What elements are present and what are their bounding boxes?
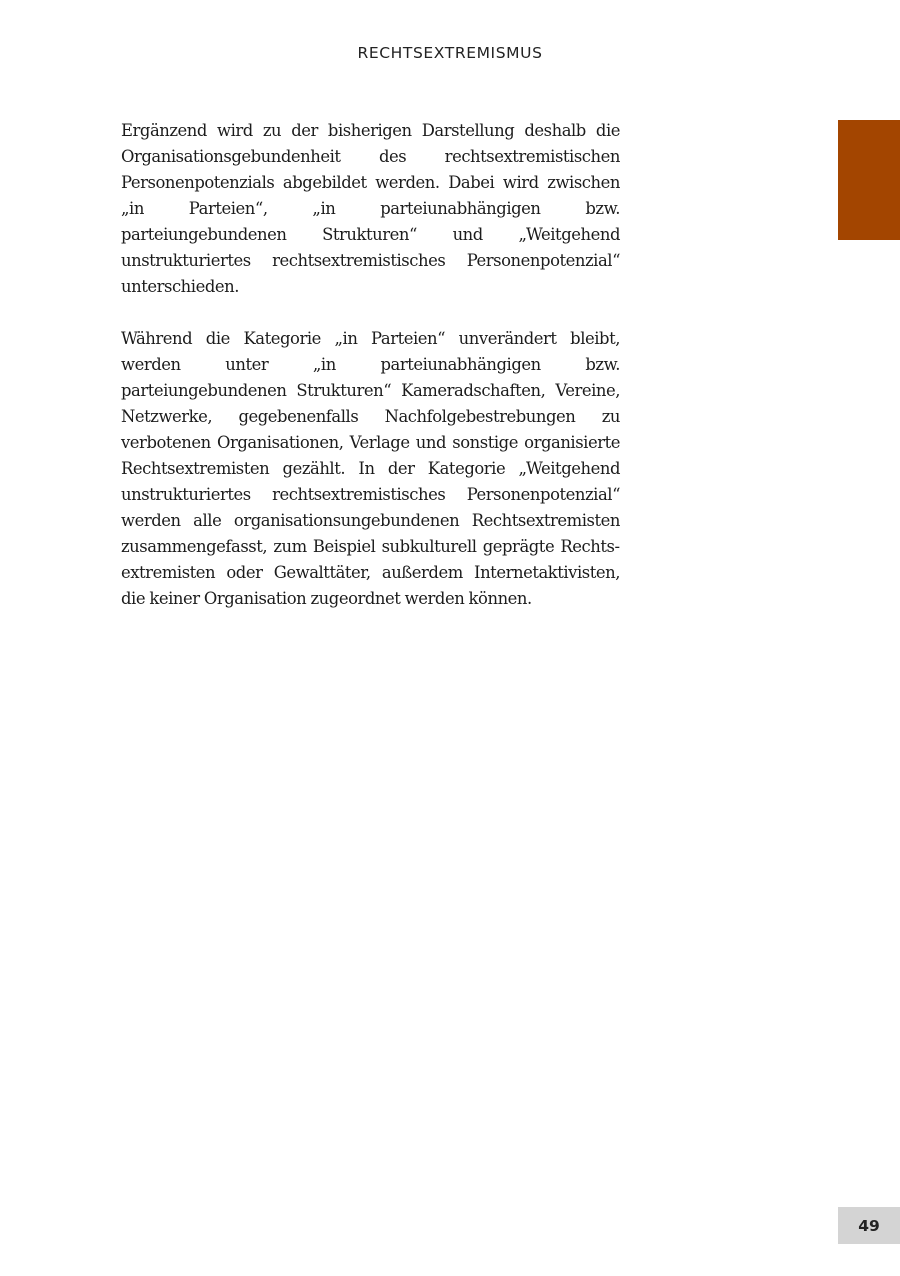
paragraph-1: Ergänzend wird zu der bisherigen Darstellung deshalb die Organisationsgebundenheit des rechtsextremistischen Personenpotenzials abgebildet werden. Dabei wird zwischen „in Parteien“, „in parteiunabhängigen bzw. parteiungebundenen Strukturen“ und „Weitgehend unstrukturiertes rechtsextremistisches Personenpotenzial“ unterschieden. [121,121,620,296]
page-number: 49 [858,1216,880,1235]
running-header-title: RECHTSEXTREMISMUS [357,44,543,62]
paragraph-2: Während die Kategorie „in Parteien“ unverändert bleibt, werden unter „in parteiunabhängigen bzw. parteiungebundenen Strukturen“ Kameradschaften, Vereine, Netzwerke, gegebenenfalls Nachfolgebestrebungen zu verbotenen Organisationen, Verlage und sonstige organisierte Rechtsextremisten gezählt. In der Kategorie „Weitgehend unstrukturiertes rechtsextremistisches Personenpotenzial“ werden alle organisationsungebundenen Rechtsextremisten zusammengefasst, zum Beispiel subkulturell geprägte Rechtsextremisten oder Gewalttäter, außerdem Internetaktivisten, die keiner Organisation zugeordnet werden können. [121,329,620,608]
page-number-box [838,1207,900,1244]
body-text [121,118,620,638]
chapter-tab-marker [838,120,900,240]
